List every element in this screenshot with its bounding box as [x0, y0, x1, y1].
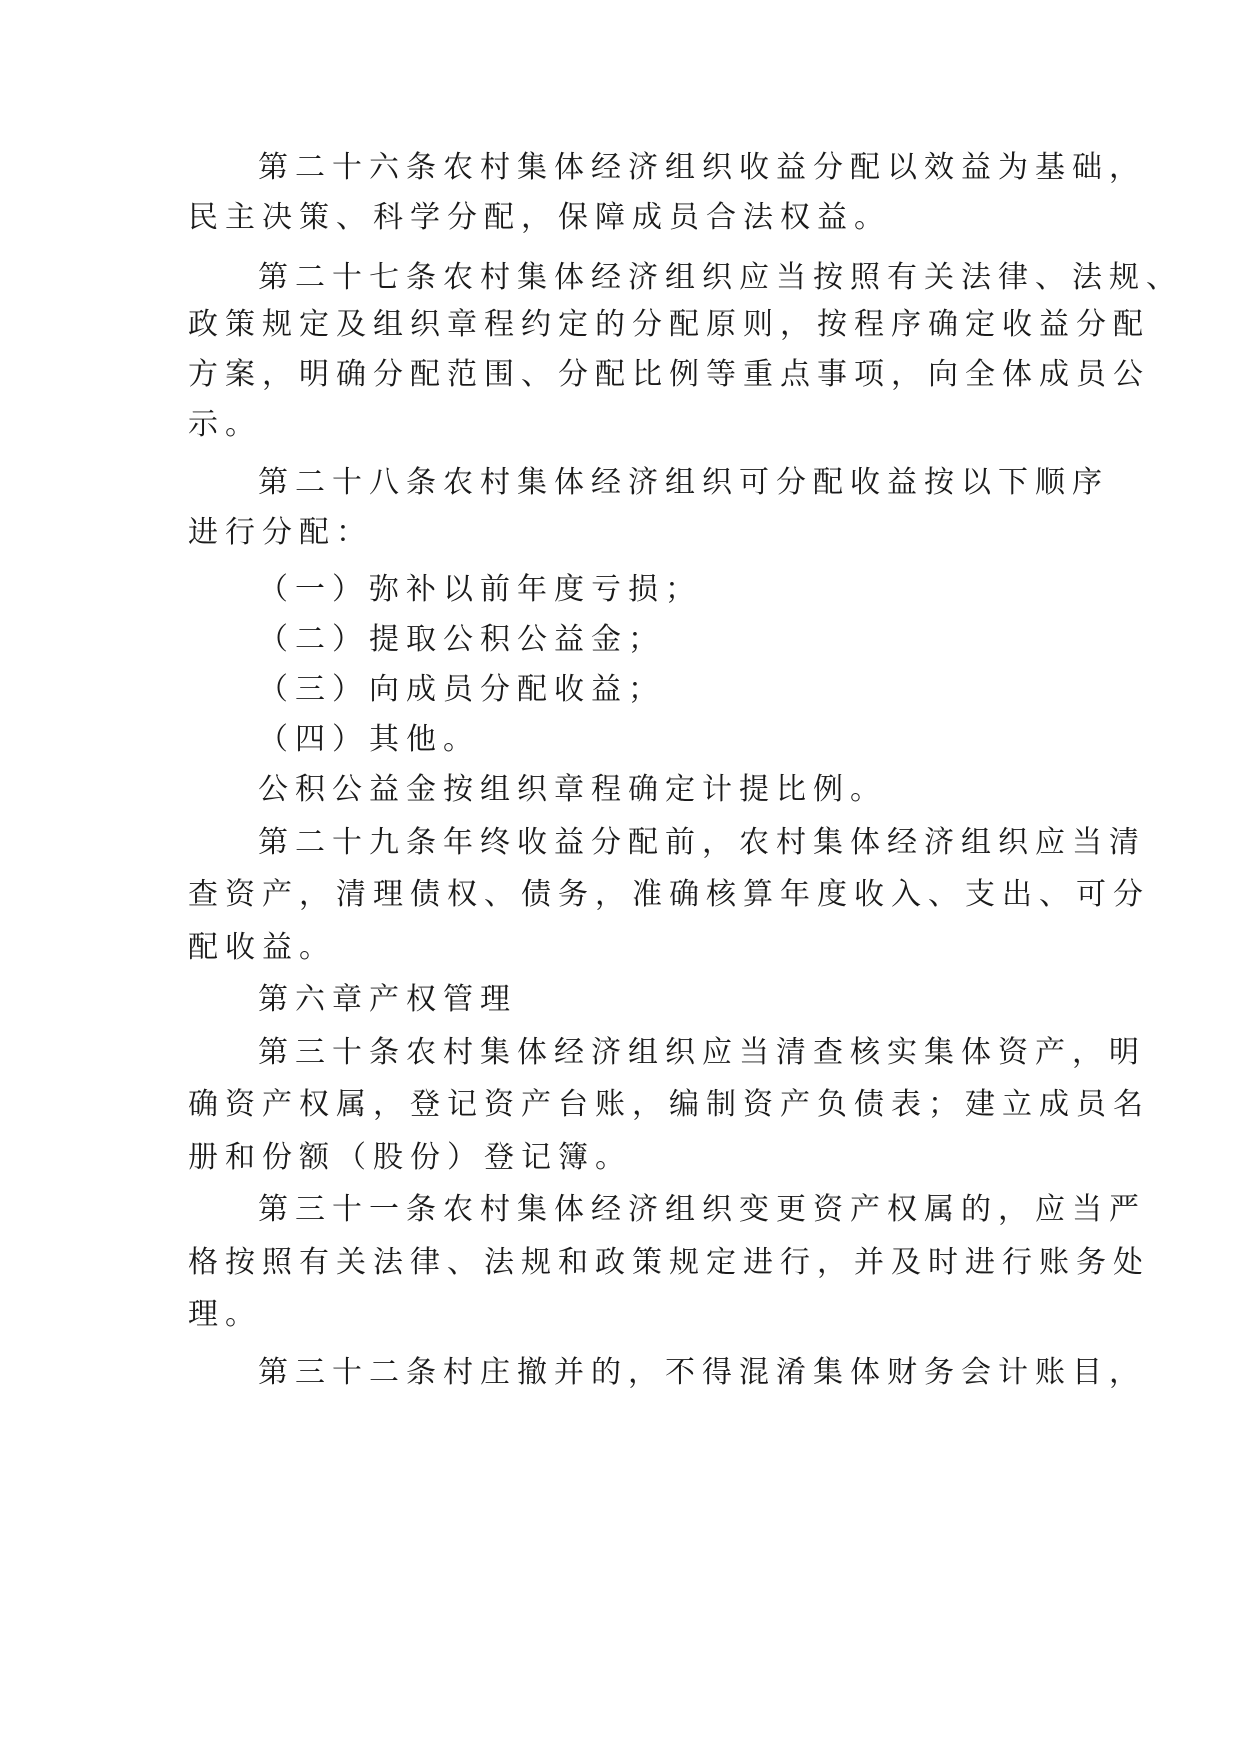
list-item-4: （四）其他。	[258, 722, 480, 757]
list-item-3: （三）向成员分配收益；	[258, 672, 665, 707]
article-28-line-2: 进行分配：	[188, 515, 373, 550]
list-item-1: （一）弥补以前年度亏损；	[258, 572, 702, 607]
provident-fund-note: 公积公益金按组织章程确定计提比例。	[258, 772, 887, 807]
article-32-line-1: 第三十二条村庄撤并的，不得混淆集体财务会计账目，	[258, 1355, 1146, 1390]
article-30-line-3: 册和份额（股份）登记簿。	[188, 1140, 632, 1175]
article-27-line-1: 第二十七条农村集体经济组织应当按照有关法律、法规、	[258, 260, 1183, 295]
article-27-line-2: 政策规定及组织章程约定的分配原则，按程序确定收益分配	[188, 307, 1150, 342]
article-27-line-4: 示。	[188, 407, 262, 442]
article-31-line-3: 理。	[188, 1297, 262, 1332]
article-29-line-1: 第二十九条年终收益分配前，农村集体经济组织应当清	[258, 825, 1146, 860]
list-item-2: （二）提取公积公益金；	[258, 622, 665, 657]
article-29-line-2: 查资产，清理债权、债务，准确核算年度收入、支出、可分	[188, 877, 1150, 912]
article-28-line-1: 第二十八条农村集体经济组织可分配收益按以下顺序	[258, 465, 1109, 500]
article-27-line-3: 方案，明确分配范围、分配比例等重点事项，向全体成员公	[188, 357, 1150, 392]
article-31-line-2: 格按照有关法律、法规和政策规定进行，并及时进行账务处	[188, 1245, 1150, 1280]
article-29-line-3: 配收益。	[188, 930, 336, 965]
article-30-line-1: 第三十条农村集体经济组织应当清查核实集体资产，明	[258, 1035, 1146, 1070]
article-26-line-2: 民主决策、科学分配，保障成员合法权益。	[188, 200, 891, 235]
chapter-6-heading: 第六章产权管理	[258, 982, 517, 1017]
article-30-line-2: 确资产权属，登记资产台账，编制资产负债表；建立成员名	[188, 1087, 1150, 1122]
article-31-line-1: 第三十一条农村集体经济组织变更资产权属的，应当严	[258, 1192, 1146, 1227]
article-26-line-1: 第二十六条农村集体经济组织收益分配以效益为基础，	[258, 150, 1146, 185]
